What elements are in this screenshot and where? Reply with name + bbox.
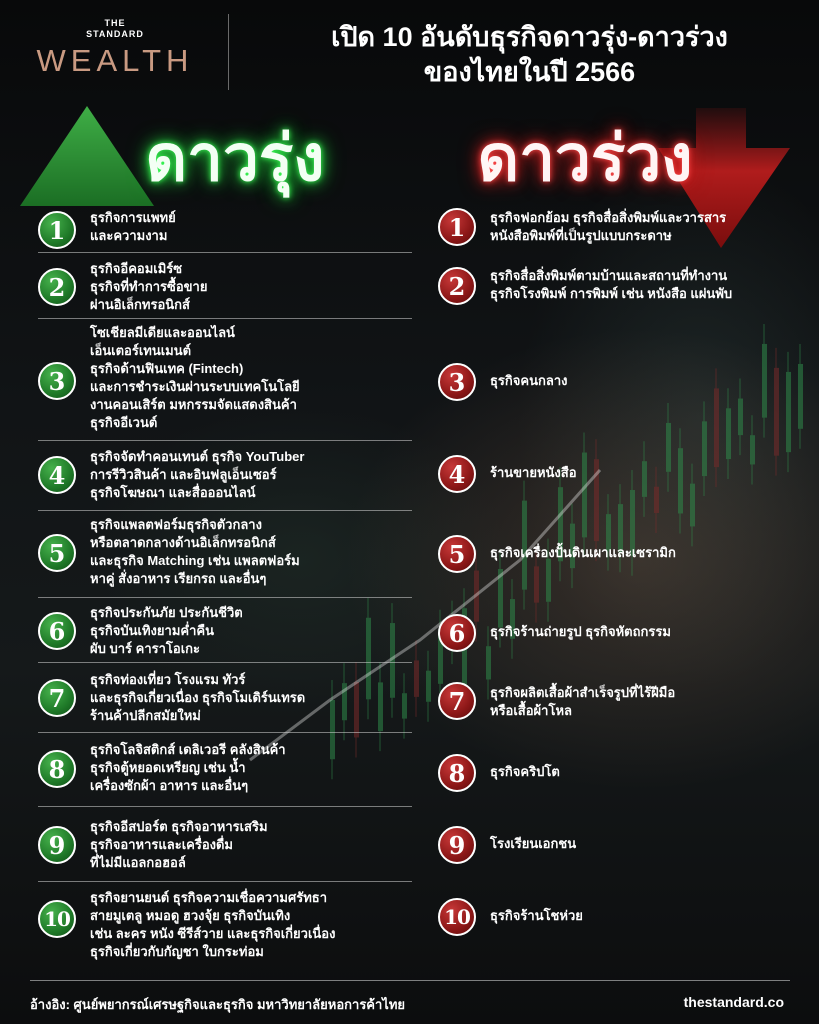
- rising-item-text: ธุรกิจอีคอมเมิร์ซ ธุรกิจที่ทำการซื้อขาย ผ่านอิเล็กทรอนิกส์: [90, 261, 208, 312]
- brand-wealth-logo: WEALTH: [36, 43, 194, 78]
- rank-badge: 4: [438, 455, 476, 493]
- rank-badge: 9: [438, 826, 476, 864]
- rising-item-5: [30, 514, 412, 594]
- rank-badge: 3: [438, 363, 476, 401]
- rank-badge: 10: [438, 898, 476, 936]
- falling-stars-heading: ดาวร่วง: [477, 122, 693, 194]
- rank-badge: 7: [438, 682, 476, 720]
- rising-item-text: ธุรกิจอีสปอร์ต ธุรกิจอาหารเสริม ธุรกิจอาหารและเครื่องดื่ม ที่ไม่มีแอลกอฮอล์: [90, 819, 268, 870]
- brand-the: THE: [104, 18, 126, 28]
- footer-reference: อ้างอิง: ศูนย์พยากรณ์เศรษฐกิจและธุรกิจ มหาวิทยาลัยหอการค้าไทย: [30, 997, 406, 1012]
- falling-item-text: โรงเรียนเอกชน: [490, 836, 577, 851]
- rank-badge: 10: [38, 900, 76, 938]
- rising-item-text: ธุรกิจยานยนต์ ธุรกิจความเชื่อความศรัทธา สายมูเตลู หมอดู ฮวงจุ้ย ธุรกิจบันเทิง เช่น ละคร หนัง ซีรีส์วาย และธุรกิจเกี่ยวเนื่อง ธุรกิจเกี่ยวกับกัญชา ใบกระท่อม: [90, 890, 336, 959]
- rising-item-2: [30, 258, 412, 318]
- rising-item-text: ธุรกิจประกันภัย ประกันชีวิต ธุรกิจบันเทิงยามค่ำคืน ผับ บาร์ คาราโอเกะ: [90, 605, 243, 656]
- falling-item-text: ธุรกิจฟอกย้อม ธุรกิจสื่อสิ่งพิมพ์และวารสาร หนังสือพิมพ์ที่เป็นรูปแบบกระดาษ: [490, 210, 727, 243]
- row-divider: [38, 440, 412, 441]
- page-title-line-1: เปิด 10 อันดับธุรกิจดาวรุ่ง-ดาวร่วง: [331, 22, 728, 52]
- rising-item-text: โซเชียลมีเดียและออนไลน์ เอ็นเตอร์เทนเมนต์ ธุรกิจด้านฟินเทค (Fintech) และการชำระเงินผ่านระบบเทคโนโลยี งานคอนเสิร์ต มหกรรมจัดแสดงสินค้า ธุรกิจอีเวนต์: [90, 325, 300, 430]
- rising-item-7: [30, 667, 412, 729]
- rank-badge: 7: [38, 679, 76, 717]
- row-divider: [38, 252, 412, 253]
- rank-badge: 5: [38, 534, 76, 572]
- background-candle: [750, 435, 755, 464]
- rank-badge: 6: [438, 614, 476, 652]
- background-candle: [738, 399, 743, 436]
- footer-divider: [30, 980, 790, 981]
- background-candle: [426, 671, 431, 702]
- rank-badge: 6: [38, 612, 76, 650]
- rank-badge: 3: [38, 362, 76, 400]
- row-divider: [38, 881, 412, 882]
- background-candle: [534, 566, 539, 602]
- background-candle: [714, 388, 719, 467]
- row-divider: [38, 318, 412, 319]
- rank-badge: 2: [438, 267, 476, 305]
- falling-item-text: ธุรกิจร้านโชห่วย: [490, 908, 583, 923]
- falling-item-text: ธุรกิจเครื่องปั้นดินเผาและเซรามิก: [490, 545, 676, 560]
- rising-item-text: ธุรกิจการแพทย์ และความงาม: [90, 210, 176, 243]
- rising-item-text: ธุรกิจโลจิสติกส์ เดลิเวอรี คลังสินค้า ธุรกิจตู้หยอดเหรียญ เช่น น้ำ เครื่องซักผ้า อาหาร และอื่นๆ: [90, 742, 286, 793]
- falling-item-text: ธุรกิจผลิตเสื้อผ้าสำเร็จรูปที่ไร้ฝีมือ หรือเสื้อผ้าโหล: [490, 685, 676, 718]
- rising-item-1: [30, 205, 412, 255]
- falling-item-text: ธุรกิจคริปโต: [490, 764, 560, 779]
- falling-item-text: ธุรกิจร้านถ่ายรูป ธุรกิจหัตถกรรม: [490, 624, 671, 639]
- row-divider: [38, 732, 412, 733]
- rank-badge: 1: [38, 211, 76, 249]
- rising-item-4: [30, 446, 412, 508]
- rank-badge: 8: [38, 750, 76, 788]
- rising-item-6: [30, 602, 412, 662]
- brand-standard: STANDARD: [86, 29, 144, 39]
- background-candle: [690, 484, 695, 527]
- rising-item-text: ธุรกิจแพลตฟอร์มธุรกิจตัวกลาง หรือตลาดกลางด้านอิเล็กทรอนิกส์ และธุรกิจ Matching เช่น แพลตฟอร์ม หาคู่ สั่งอาหาร เรียกรถ และอื่นๆ: [90, 517, 300, 586]
- falling-item-text: ธุรกิจคนกลาง: [490, 373, 568, 388]
- rising-item-text: ธุรกิจท่องเที่ยว โรงแรม ทัวร์ และธุรกิจเกี่ยวเนื่อง ธุรกิจโมเดิร์นเทรด ร้านค้าปลีกสมัยใหม่: [90, 672, 306, 723]
- rising-item-10: [30, 886, 412, 970]
- rising-item-8: [30, 738, 412, 800]
- rising-item-3: [30, 322, 412, 440]
- rank-badge: 8: [438, 754, 476, 792]
- rising-item-9: [30, 814, 412, 876]
- falling-item-text: ธุรกิจสื่อสิ่งพิมพ์ตามบ้านและสถานที่ทำงาน ธุรกิจโรงพิมพ์ การพิมพ์ เช่น หนังสือ แผ่นพับ: [490, 268, 733, 301]
- rising-stars-heading: ดาวรุ่ง: [145, 122, 325, 194]
- rank-badge: 2: [38, 268, 76, 306]
- row-divider: [38, 806, 412, 807]
- background-candle: [798, 364, 803, 429]
- background-candle: [486, 646, 491, 679]
- rising-item-text: ธุรกิจจัดทำคอนเทนต์ ธุรกิจ YouTuber การรีวิวสินค้า และอินฟลูเอ็นเซอร์ ธุรกิจโฆษณา และสื่อออนไลน์: [90, 449, 305, 500]
- background-candle: [414, 660, 419, 696]
- row-divider: [38, 662, 412, 663]
- rank-badge: 9: [38, 826, 76, 864]
- row-divider: [38, 510, 412, 511]
- rank-badge: 5: [438, 535, 476, 573]
- row-divider: [38, 597, 412, 598]
- rank-badge: 4: [38, 456, 76, 494]
- footer-site-link[interactable]: thestandard.co: [683, 994, 784, 1010]
- background-candle: [726, 408, 731, 459]
- rank-badge: 1: [438, 208, 476, 246]
- header-divider: [228, 14, 229, 90]
- page-title-line-2: ของไทยในปี 2566: [423, 57, 636, 87]
- background-candle: [546, 559, 551, 602]
- background-candle: [654, 487, 659, 513]
- falling-item-text: ร้านขายหนังสือ: [490, 465, 577, 480]
